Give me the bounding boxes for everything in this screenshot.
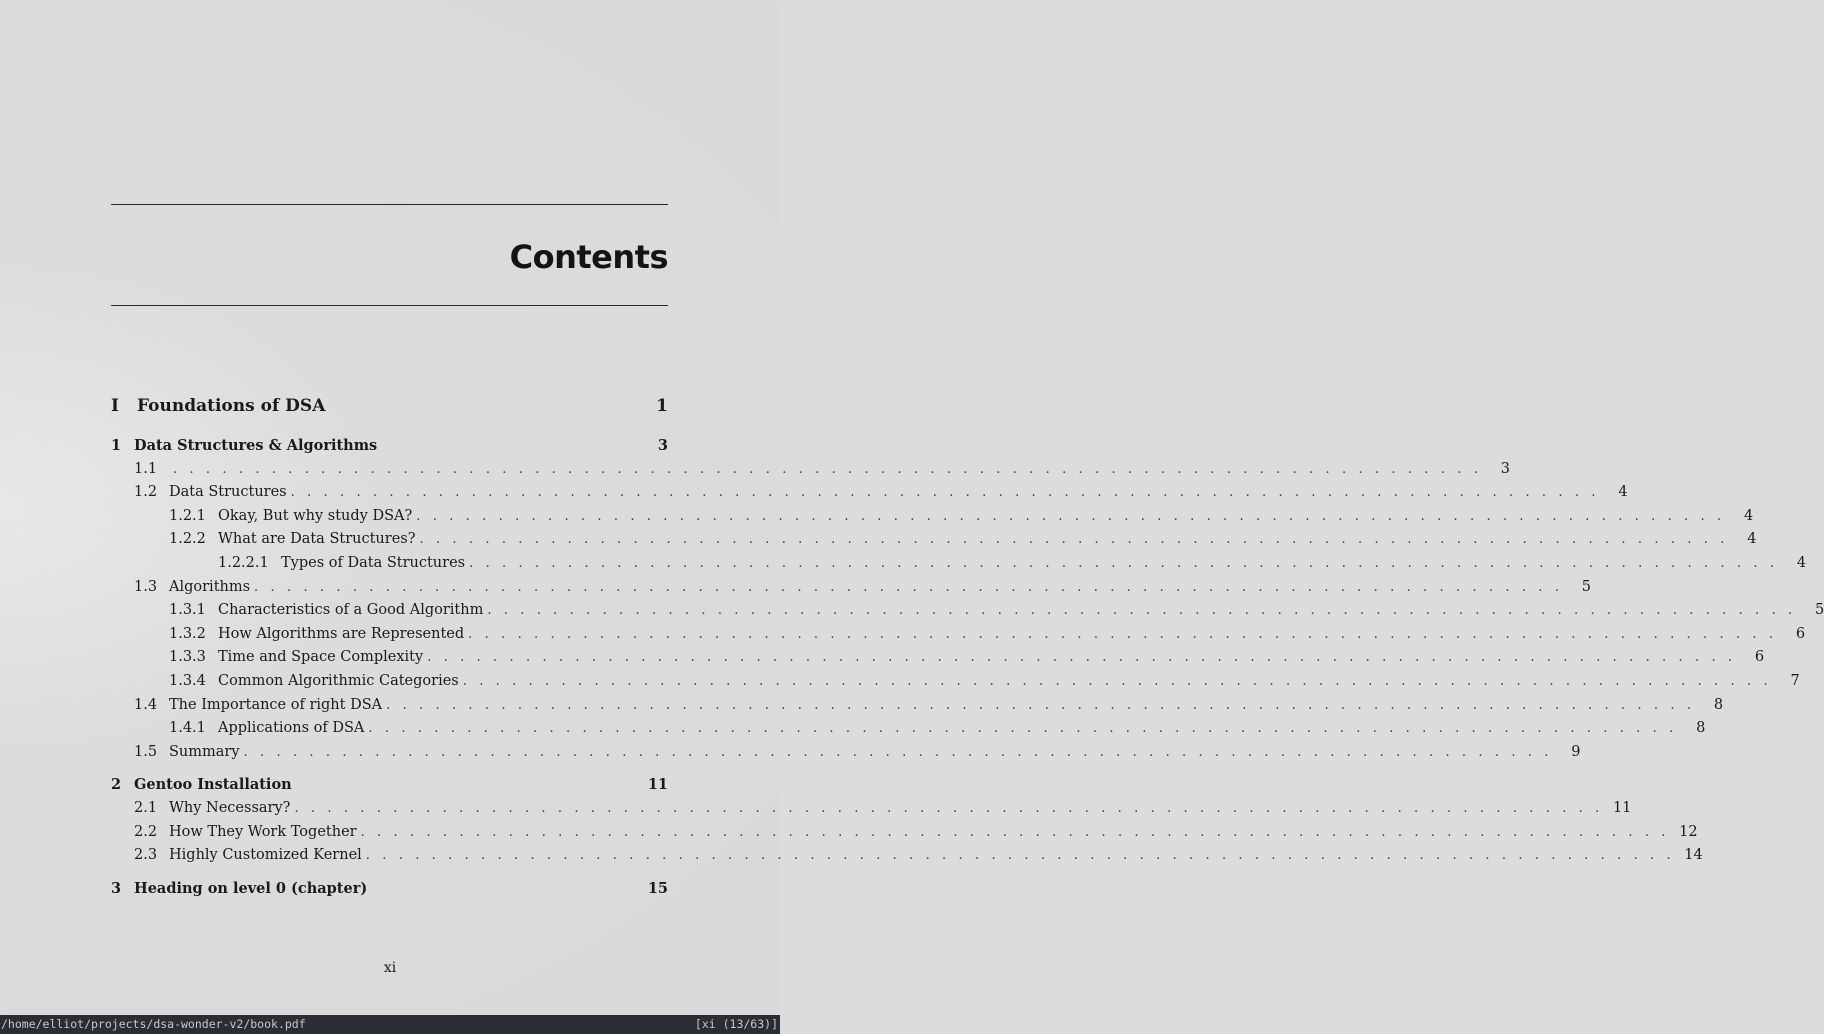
entry-page: 4 bbox=[1747, 531, 1757, 548]
toc-entry[interactable] bbox=[111, 720, 1706, 744]
toc-entry[interactable] bbox=[111, 672, 1800, 697]
entry-label: Algorithms bbox=[169, 578, 251, 595]
toc-part[interactable] bbox=[111, 396, 668, 428]
chapter-number: 2 bbox=[111, 776, 122, 794]
title-bottom-rule bbox=[111, 305, 668, 306]
toc-chapter[interactable] bbox=[111, 880, 668, 904]
toc-entry[interactable] bbox=[111, 847, 1703, 871]
dot-leader: . . . . . . . . . . . . . . . . . . . . . . . . . . . . . . . . . . . . . . . . . . . . . . . . . . . . . . . . . . . . . . . . . . . . . . . . . . . . . . . . bbox=[386, 697, 1696, 713]
page-folio: xi bbox=[383, 960, 397, 976]
toc-entry[interactable] bbox=[111, 602, 1824, 626]
dot-leader: . . . . . . . . . . . . . . . . . . . . . . . . . . . . . . . . . . . . . . . . . . . . . . . . . . . . . . . . . . . . . . . . . . . . . . . . . . . . . . . . bbox=[468, 626, 1778, 642]
title-top-rule bbox=[111, 204, 668, 205]
chapter-page: 15 bbox=[647, 879, 668, 897]
entry-number: 1.3.2 bbox=[169, 625, 206, 642]
entry-number: 1.2.2.1 bbox=[218, 554, 269, 571]
dot-leader: . . . . . . . . . . . . . . . . . . . . . . . . . . . . . . . . . . . . . . . . . . . . . . . . . . . . . . . . . . . . . . . . . . . . . . . . . . . . . . . . bbox=[290, 485, 1600, 501]
toc-entry[interactable] bbox=[111, 578, 1591, 603]
entry-label: Why Necessary? bbox=[169, 799, 291, 816]
entry-number: 2.1 bbox=[134, 799, 158, 816]
entry-number: 1.3.4 bbox=[169, 672, 206, 689]
chapter-number: 1 bbox=[111, 437, 122, 454]
dot-leader: . . . . . . . . . . . . . . . . . . . . . . . . . . . . . . . . . . . . . . . . . . . . . . . . . . . . . . . . . . . . . . . . . . . . . . . . . . . . . . . . bbox=[360, 824, 1670, 840]
entry-page: 7 bbox=[1790, 672, 1800, 689]
toc-chapter[interactable] bbox=[111, 437, 668, 461]
entry-number: 1.5 bbox=[134, 743, 158, 760]
entry-page: 14 bbox=[1684, 847, 1703, 864]
page-title: Contents bbox=[509, 238, 668, 276]
entry-label: Common Algorithmic Categories bbox=[218, 672, 459, 689]
entry-page: 12 bbox=[1679, 823, 1698, 840]
part-number: I bbox=[111, 396, 119, 416]
entry-number: 1.4 bbox=[134, 696, 158, 713]
entry-label: Data Structures bbox=[169, 484, 287, 501]
toc-entry[interactable] bbox=[111, 696, 1724, 721]
dot-leader: . . . . . . . . . . . . . . . . . . . . . . . . . . . . . . . . . . . . . . . . . . . . . . . . . . . . . . . . . . . . . . . . . . . . . . . . . . . . . . . . bbox=[368, 721, 1678, 737]
entry-page: 8 bbox=[1696, 720, 1706, 737]
toc-entry[interactable] bbox=[111, 649, 1765, 673]
entry-page: 4 bbox=[1796, 554, 1807, 571]
entry-page: 5 bbox=[1581, 578, 1591, 595]
page-position: [xi (13/63)] bbox=[694, 1017, 778, 1031]
entry-label: The Importance of right DSA bbox=[169, 696, 383, 713]
entry-label: How Algorithms are Represented bbox=[218, 625, 465, 642]
part-label: Foundations of DSA bbox=[137, 396, 326, 416]
entry-page: 4 bbox=[1618, 484, 1628, 501]
dot-leader: . . . . . . . . . . . . . . . . . . . . . . . . . . . . . . . . . . . . . . . . . . . . . . . . . . . . . . . . . . . . . . . . . . . . . . . . . . . . . . . . bbox=[419, 532, 1729, 548]
entry-number: 1.2.1 bbox=[169, 507, 206, 524]
entry-page: 11 bbox=[1612, 799, 1632, 816]
toc-entry[interactable] bbox=[111, 531, 1757, 555]
chapter-label: Data Structures & Algorithms bbox=[134, 437, 378, 454]
entry-label: Time and Space Complexity bbox=[218, 649, 424, 666]
entry-number: 2.2 bbox=[134, 823, 158, 840]
dot-leader: . . . . . . . . . . . . . . . . . . . . . . . . . . . . . . . . . . . . . . . . . . . . . . . . . . . . . . . . . . . . . . . . . . . . . . . . . . . . . . . . bbox=[365, 848, 1675, 864]
entry-label: Applications of DSA bbox=[218, 720, 365, 737]
toc-chapter[interactable] bbox=[111, 776, 668, 800]
entry-page: 6 bbox=[1795, 625, 1806, 642]
chapter-page: 11 bbox=[647, 776, 668, 794]
entry-number: 1.3 bbox=[134, 578, 158, 595]
toc-entry[interactable] bbox=[111, 460, 1510, 485]
entry-page: 3 bbox=[1500, 460, 1510, 477]
dot-leader: . . . . . . . . . . . . . . . . . . . . . . . . . . . . . . . . . . . . . . . . . . . . . . . . . . . . . . . . . . . . . . . . . . . . . . . . . . . . . . . . bbox=[469, 555, 1779, 571]
chapter-label: Heading on level 0 (chapter) bbox=[134, 879, 368, 897]
dot-leader: . . . . . . . . . . . . . . . . . . . . . . . . . . . . . . . . . . . . . . . . . . . . . . . . . . . . . . . . . . . . . . . . . . . . . . . . . . . . . . . . bbox=[416, 508, 1726, 524]
dot-leader: . . . . . . . . . . . . . . . . . . . . . . . . . . . . . . . . . . . . . . . . . . . . . . . . . . . . . . . . . . . . . . . . . . . . . . . . . . . . . . . . bbox=[427, 650, 1737, 666]
entry-page: 6 bbox=[1754, 649, 1765, 666]
entry-label: Highly Customized Kernel bbox=[169, 847, 362, 864]
entry-number: 1.3.1 bbox=[169, 602, 206, 619]
entry-number: 1.4.1 bbox=[169, 720, 206, 737]
entry-page: 8 bbox=[1713, 696, 1724, 713]
dot-leader: . . . . . . . . . . . . . . . . . . . . . . . . . . . . . . . . . . . . . . . . . . . . . . . . . . . . . . . . . . . . . . . . . . . . . . . . . . . . . . . . bbox=[487, 603, 1797, 619]
entry-label: How They Work Together bbox=[169, 823, 357, 840]
toc-entry[interactable] bbox=[111, 507, 1754, 532]
chapter-label: Gentoo Installation bbox=[134, 776, 292, 794]
chapter-number: 3 bbox=[111, 879, 122, 897]
toc-chapters bbox=[111, 437, 1824, 903]
entry-page: 9 bbox=[1571, 743, 1581, 760]
toc-entry[interactable] bbox=[111, 625, 1806, 650]
part-page: 1 bbox=[656, 396, 668, 416]
toc-entry[interactable] bbox=[111, 823, 1698, 848]
toc-entry[interactable] bbox=[111, 799, 1632, 824]
entry-number: 1.1 bbox=[134, 460, 158, 477]
dot-leader: . . . . . . . . . . . . . . . . . . . . . . . . . . . . . . . . . . . . . . . . . . . . . . . . . . . . . . . . . . . . . . . . . . . . . . . . . . . . . . . . bbox=[243, 744, 1553, 760]
entry-number: 2.3 bbox=[134, 847, 158, 864]
dot-leader: . . . . . . . . . . . . . . . . . . . . . . . . . . . . . . . . . . . . . . . . . . . . . . . . . . . . . . . . . . . . . . . . . . . . . . . . . . . . . . . . bbox=[294, 800, 1604, 816]
toc-entry[interactable] bbox=[111, 484, 1628, 508]
dot-leader: . . . . . . . . . . . . . . . . . . . . . . . . . . . . . . . . . . . . . . . . . . . . . . . . . . . . . . . . . . . . . . . . . . . . . . . . . . . . . . . . bbox=[173, 461, 1482, 477]
entry-page: 4 bbox=[1744, 507, 1754, 524]
entry-label: What are Data Structures? bbox=[218, 531, 416, 548]
entry-label: Okay, But why study DSA? bbox=[218, 507, 413, 524]
toc-entry[interactable] bbox=[111, 743, 1581, 768]
entry-label: Summary bbox=[169, 743, 240, 760]
entry-number: 1.2.2 bbox=[169, 531, 206, 548]
entry-number: 1.2 bbox=[134, 484, 158, 501]
dot-leader: . . . . . . . . . . . . . . . . . . . . . . . . . . . . . . . . . . . . . . . . . . . . . . . . . . . . . . . . . . . . . . . . . . . . . . . . . . . . . . . . bbox=[254, 579, 1563, 595]
entry-number: 1.3.3 bbox=[169, 649, 206, 666]
entry-page: 5 bbox=[1815, 602, 1824, 619]
entry-label: Types of Data Structures bbox=[281, 554, 466, 571]
status-bar bbox=[0, 1015, 780, 1034]
toc-entry[interactable] bbox=[111, 554, 1807, 579]
dot-leader: . . . . . . . . . . . . . . . . . . . . . . . . . . . . . . . . . . . . . . . . . . . . . . . . . . . . . . . . . . . . . . . . . . . . . . . . . . . . . . . . bbox=[462, 673, 1772, 689]
file-path: /home/elliot/projects/dsa-wonder-v2/book.pdf bbox=[1, 1017, 306, 1031]
table-of-contents bbox=[111, 396, 1824, 903]
chapter-page: 3 bbox=[657, 437, 668, 454]
entry-label: Characteristics of a Good Algorithm bbox=[218, 602, 484, 619]
